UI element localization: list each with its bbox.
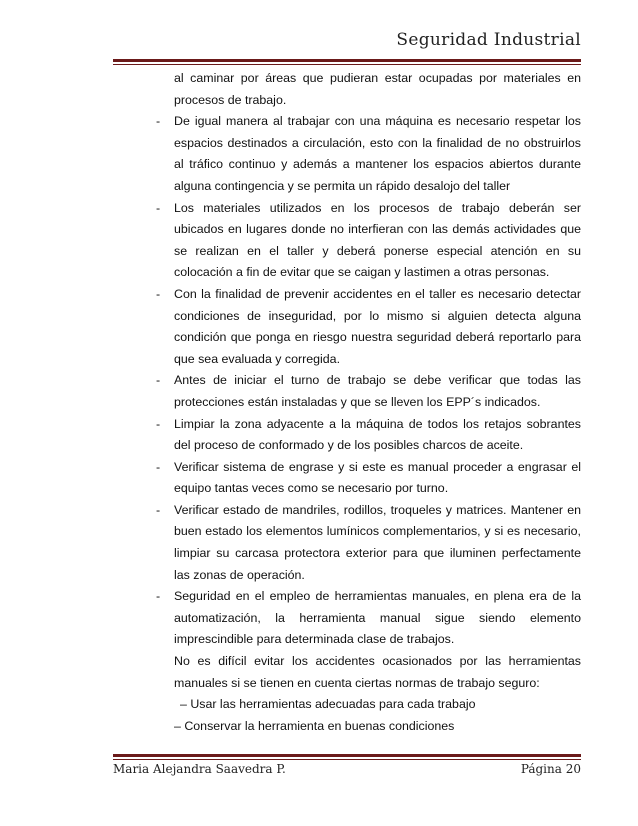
list-item [113, 370, 581, 413]
list-item [113, 586, 581, 651]
list-bullet: - [156, 373, 161, 388]
list-bullet: - [156, 286, 161, 301]
list-item [113, 500, 581, 586]
footer-author: Maria Alejandra Saavedra P. [113, 762, 286, 776]
list-item-text: Con la finalidad de prevenir accidentes en el taller es necesario detectar condiciones de inseguridad, por lo mismo si alguien detecta alguna condición que ponga en riesgo nuestra seguridad deberá reportarlo para que sea evaluada y corregida. [174, 286, 581, 366]
header-rule-thin [113, 64, 581, 65]
footer-rule [113, 754, 581, 757]
footer-page-number: Página 20 [520, 762, 581, 776]
document-body [113, 68, 581, 737]
list-item-text: Verificar sistema de engrase y si este es manual proceder a engrasar el equipo tantas veces como se necesario por turno. [174, 459, 581, 496]
list-item-text: Limpiar la zona adyacente a la máquina de todos los retajos sobrantes del proceso de conformado y de los posibles charcos de aceite. [174, 416, 581, 453]
list-item-text: De igual manera al trabajar con una máquina es necesario respetar los espacios destinados a circulación, esto con la finalidad de no obstruirlos al tráfico continuo y además a mantener los espacios abiertos durante alguna contingencia y se permita un rápido desalojo del taller [174, 114, 581, 193]
footer-rule-thin [113, 759, 581, 760]
list-item-text: Los materiales utilizados en los procesos de trabajo deberán ser ubicados en lugares donde no interfieran con las demás actividades que se realizan en el taller y deberá ponerse especial atención en su colocación a fin de evitar que se caigan y lastimen a otras personas. [174, 200, 581, 280]
intro-paragraph: al caminar por áreas que pudieran estar ocupadas por materiales en procesos de trabajo. [174, 71, 581, 107]
closing-paragraph: No es difícil evitar los accidentes ocasionados por las herramientas manuales si se tienen en cuenta ciertas normas de trabajo seguro: [174, 654, 581, 690]
list-item [113, 198, 581, 284]
sub-list-item: – Conservar la herramienta en buenas condiciones [174, 718, 455, 733]
list-bullet: - [156, 459, 161, 474]
list-item [113, 414, 581, 457]
list-item [113, 111, 581, 197]
list-item [113, 284, 581, 370]
list-bullet: - [156, 502, 161, 517]
list-bullet: - [156, 200, 161, 215]
list-bullet: - [156, 114, 161, 129]
sub-list-item: – Usar las herramientas adecuadas para cada trabajo [180, 697, 476, 712]
list-item-text: Verificar estado de mandriles, rodillos, troqueles y matrices. Mantener en buen estado los elementos lumínicos complementarios, y si es necesario, limpiar su carcasa protectora exterior para que iluminen perfectamente las zonas de operación. [174, 502, 581, 582]
header-rule [113, 59, 581, 62]
list-bullet: - [156, 416, 161, 431]
list-item-text: Seguridad en el empleo de herramientas manuales, en plena era de la automatización, la herramienta manual sigue siendo elemento imprescindible para determinada clase de trabajos. [174, 589, 581, 647]
page-header-title: Seguridad Industrial [396, 30, 581, 50]
list-item [113, 457, 581, 500]
list-bullet: - [156, 589, 161, 604]
list-item-text: Antes de iniciar el turno de trabajo se debe verificar que todas las protecciones están instaladas y que se lleven los EPP´s indicados. [174, 373, 581, 409]
